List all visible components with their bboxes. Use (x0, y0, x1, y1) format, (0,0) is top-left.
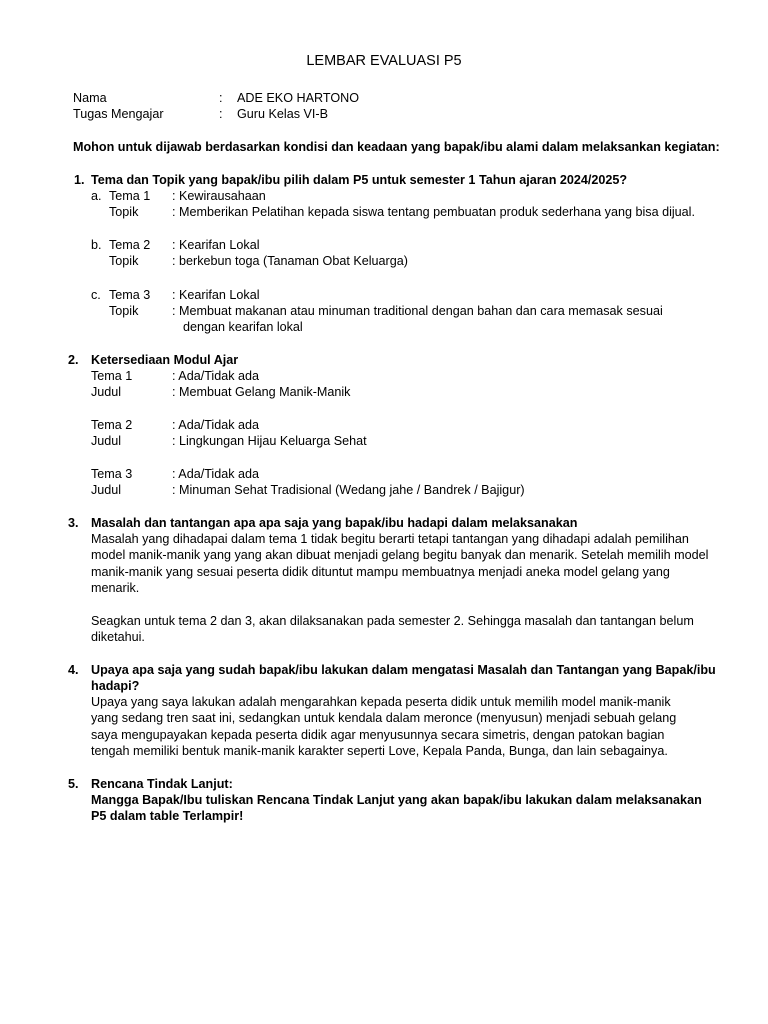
q1-c-tema-label: Tema 3 (109, 288, 151, 302)
q1-c-topik-value-continued: dengan kearifan lokal (183, 320, 303, 334)
q2-judul1-value: : Membuat Gelang Manik-Manik (172, 385, 351, 399)
tugas-label: Tugas Mengajar (73, 107, 164, 121)
q1-c-topik-value: : Membuat makanan atau minuman traditional dengan bahan dan cara memasak sesuai (172, 304, 663, 318)
q3-answer-1: Masalah yang dihadapai dalam tema 1 tidak begitu berarti tetapi tantangan yang dihadapi adalah pemilihan model manik-manik yang yang akan dibuat menjadi gelang begitu banyak dan menarik. Setelah memilih model manik-manik yang sesuai peserta didik dituntut mampu membuatnya menjadi aneka model gelang yang menarik. (91, 532, 709, 595)
q5-question: Rencana Tindak Lanjut: (91, 777, 233, 791)
q1-b-topik-value: : berkebun toga (Tanaman Obat Keluarga) (172, 254, 408, 268)
q4-answer: Upaya yang saya lakukan adalah mengarahkan kepada peserta didik untuk memilih model manik-manik yang sedang tren saat ini, sedangkan untuk kendala dalam meronce (menyusun) menjadi sebuah gelang saya mengupayakan kepada peserta didik agar menyusunnya secara simetris, dengan patokan bagian tengah memiliki bentuk manik-manik karakter seperti Love, Kepala Panda, Bunga, dan lain sebagainya. (91, 695, 677, 758)
q3-number: 3. (68, 516, 79, 530)
q2-judul2-value: : Lingkungan Hijau Keluarga Sehat (172, 434, 367, 448)
tugas-colon: : (219, 107, 223, 121)
q2-tema3-label: Tema 3 (91, 467, 133, 481)
q1-c-topik-label: Topik (109, 304, 139, 318)
q1-b-tema-value: : Kearifan Lokal (172, 238, 260, 252)
q1-b-tema-label: Tema 2 (109, 238, 151, 252)
q1-c-letter: c. (91, 288, 101, 302)
q2-tema1-label: Tema 1 (91, 369, 133, 383)
q2-judul3-value: : Minuman Sehat Tradisional (Wedang jahe / Bandrek / Bajigur) (172, 483, 525, 497)
q2-tema2-label: Tema 2 (91, 418, 133, 432)
instruction: Mohon untuk dijawab berdasarkan kondisi dan keadaan yang bapak/ibu alami dalam melaksankan kegiatan: (73, 140, 720, 154)
q1-b-letter: b. (91, 238, 102, 252)
q5-instruction: Mangga Bapak/Ibu tuliskan Rencana Tindak Lanjut yang akan bapak/ibu lakukan dalam melaksanakan P5 dalam table Terlampir! (91, 793, 702, 824)
q2-number: 2. (68, 353, 79, 367)
q2-judul3-label: Judul (91, 483, 122, 497)
q1-b-topik-label: Topik (109, 254, 139, 268)
q1-number: 1. (74, 173, 85, 187)
nama-label: Nama (73, 91, 107, 105)
q1-question: Tema dan Topik yang bapak/ibu pilih dalam P5 untuk semester 1 Tahun ajaran 2024/2025? (91, 173, 628, 187)
q1-a-letter: a. (91, 189, 102, 203)
q1-a-topik-label: Topik (109, 205, 139, 219)
q2-tema3-value: : Ada/Tidak ada (172, 467, 260, 481)
q1-c-tema-value: : Kearifan Lokal (172, 288, 260, 302)
tugas-value: Guru Kelas VI-B (237, 107, 328, 121)
q2-judul1-label: Judul (91, 385, 122, 399)
q1-a-topik-value: : Memberikan Pelatihan kepada siswa tentang pembuatan produk sederhana yang bisa dijual. (172, 205, 695, 219)
q2-question: Ketersediaan Modul Ajar (91, 353, 239, 367)
q5-number: 5. (68, 777, 79, 791)
nama-colon: : (219, 91, 223, 105)
q4-number: 4. (68, 663, 79, 677)
page-title: LEMBAR EVALUASI P5 (306, 53, 462, 69)
q2-judul2-label: Judul (91, 434, 122, 448)
q1-a-tema-value: : Kewirausahaan (172, 189, 266, 203)
q1-a-tema-label: Tema 1 (109, 189, 151, 203)
q2-tema1-value: : Ada/Tidak ada (172, 369, 260, 383)
q4-question: Upaya apa saja yang sudah bapak/ibu lakukan dalam mengatasi Masalah dan Tantangan yang Bapak/ibu hadapi? (91, 663, 716, 694)
nama-value: ADE EKO HARTONO (237, 91, 360, 105)
q3-question: Masalah dan tantangan apa apa saja yang bapak/ibu hadapi dalam melaksanakan (91, 516, 578, 530)
q3-answer-2: Seagkan untuk tema 2 dan 3, akan dilaksanakan pada semester 2. Sehingga masalah dan tantangan belum diketahui. (91, 614, 694, 645)
q2-tema2-value: : Ada/Tidak ada (172, 418, 260, 432)
